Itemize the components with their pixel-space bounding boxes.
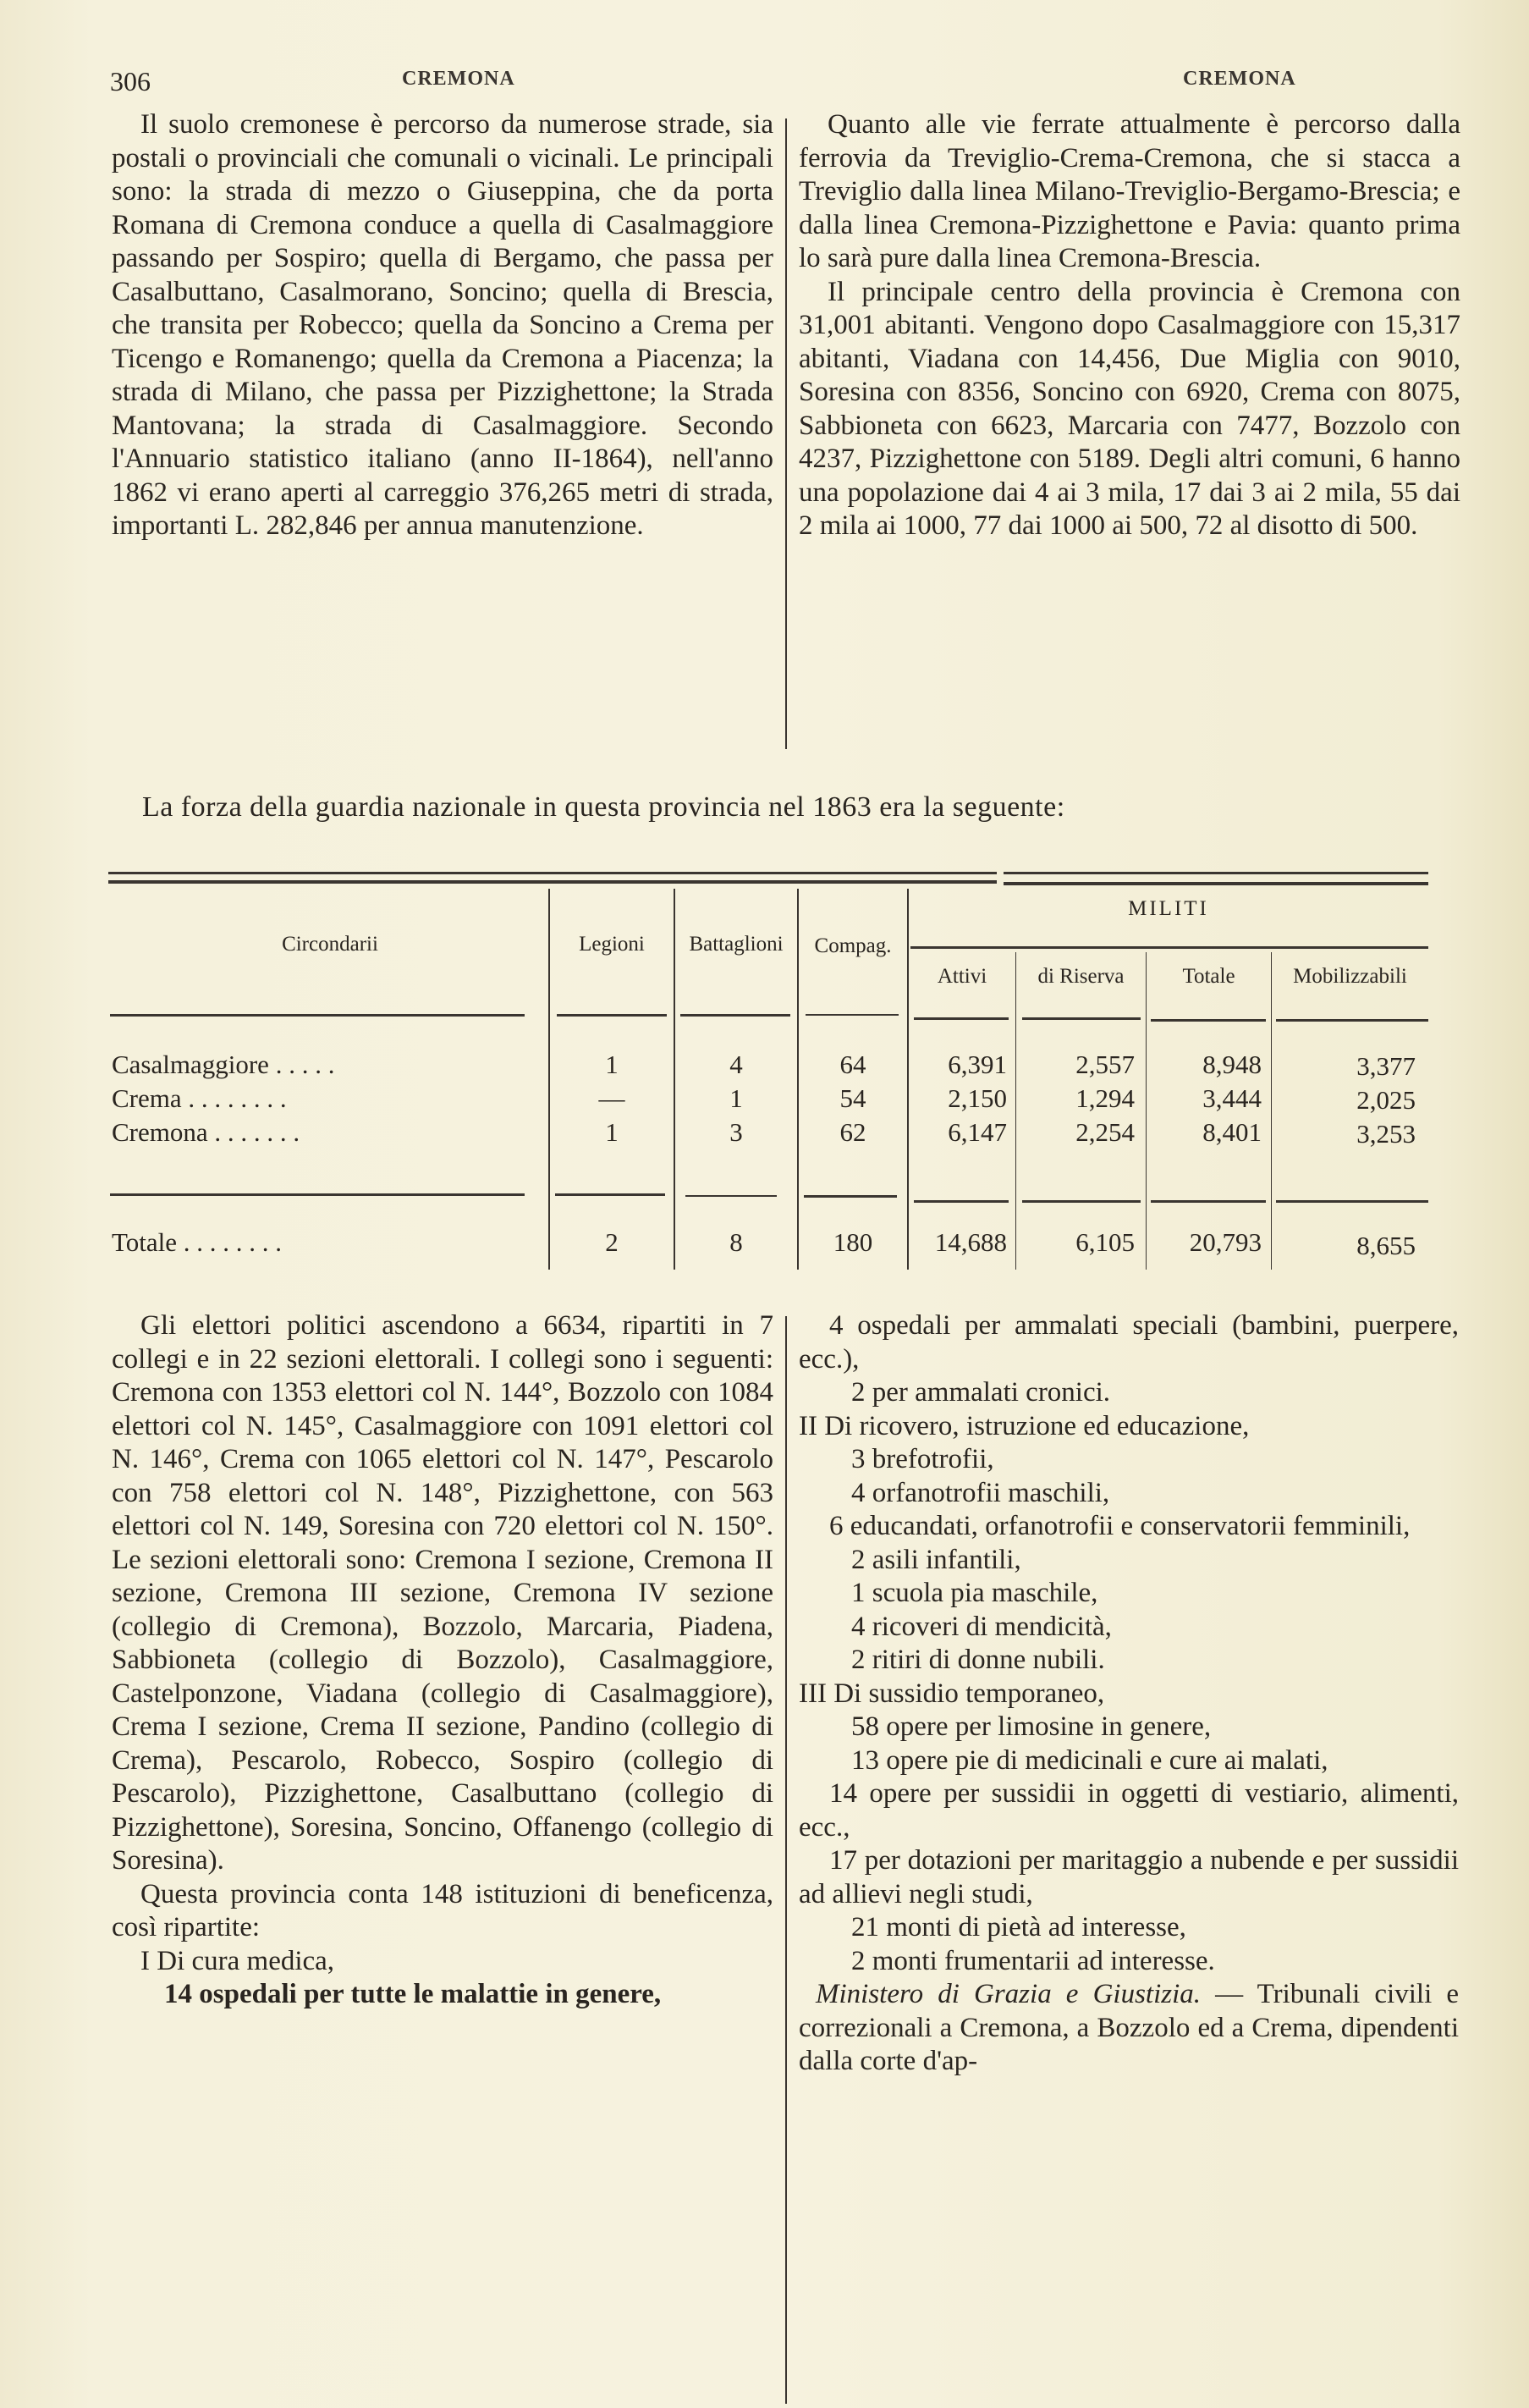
cell-legioni: 1	[605, 1117, 619, 1147]
total-totale: 20,793	[1189, 1227, 1262, 1257]
header-totale: Totale	[1182, 965, 1235, 988]
cell-mobilizzabili: 2,025	[1356, 1085, 1416, 1115]
total-rule	[110, 1193, 525, 1196]
charity-item: 2 monti frumentarii ad interesse.	[851, 1945, 1215, 1976]
header-battaglioni: Battaglioni	[689, 933, 784, 956]
population-paragraph: Il principale centro della provincia è Cremona con 31,001 abitanti. Vengono dopo Casalmaggiore con 15,317 abitanti, Viadana con 14,456, Due Miglia con 9010, Soresina con 8356, Soncino con 6920, Crema con 8075, Sabbioneta con 6623, Marcaria con 7477, Bozzolo con 4237, Pizzighettone con 5189. Degli altri comuni, 6 hanno una popolazione dai 4 ai 3 mila, 17 dai 3 ai 2 mila, 55 dai 2 mila ai 1000, 77 dai 1000 ai 500, 72 al disotto di 500.	[799, 276, 1460, 541]
ministry-heading: Ministero di Grazia e Giustizia.	[816, 1979, 1202, 2009]
cell-battaglioni: 3	[729, 1117, 743, 1147]
total-rule	[1151, 1200, 1266, 1203]
column-bottom-left	[112, 1309, 773, 2012]
header-compag: Compag.	[814, 934, 892, 957]
cell-riserva: 2,557	[1075, 1050, 1135, 1079]
header-rule	[1022, 1017, 1141, 1020]
total-attivi: 14,688	[934, 1227, 1007, 1257]
militi-rule	[910, 946, 1428, 949]
cell-attivi: 2,150	[948, 1083, 1007, 1113]
table-intro: La forza della guardia nazionale in questa provincia nel 1863 era la seguente:	[142, 791, 1065, 823]
charity-item: 2 asili infantili,	[851, 1544, 1021, 1575]
total-battaglioni: 8	[729, 1227, 743, 1257]
charity-item: 14 opere per sussidii in oggetti di vestiario, alimenti, ecc.,	[799, 1778, 1459, 1843]
page-number: 306	[110, 66, 151, 96]
charity-section-2: II Di ricovero, istruzione ed educazione,	[799, 1410, 1250, 1441]
total-rule	[1022, 1200, 1141, 1203]
charity-item: 3 brefotrofii,	[851, 1444, 994, 1474]
roads-paragraph: Il suolo cremonese è percorso da numerose strade, sia postali o provinciali che comunali o vicinali. Le principali sono: la strada di mezzo o Giuseppina, che da porta Romana di Cremona conduce a quella di Casalmaggiore passando per Sospiro; quella di Bergamo, che passa per Casalbuttano, Casalmorano, Soncino; quella di Brescia, che transita per Robecco; quella da Soncino a Crema per Ticengo e Romanengo; quella da Cremona a Piacenza; la strada di Milano, che passa per Pizzighettone; la Strada Mantovana; la strada di Casalmaggiore. Secondo l'Annuario statistico italiano (anno II-1864), nell'anno 1862 vi erano aperti al carreggio 376,265 metri di strada, importanti L. 282,846 per annua manutenzione.	[112, 109, 773, 541]
table-top-rule	[1004, 882, 1428, 885]
cell-mobilizzabili: 3,377	[1356, 1051, 1416, 1081]
ministry-paragraph	[799, 1978, 1459, 2079]
header-attivi: Attivi	[937, 965, 987, 988]
charity-item: 4 ospedali per ammalati speciali (bambini, puerpere, ecc.),	[799, 1310, 1459, 1375]
header-rule	[680, 1014, 790, 1017]
charity-item: 2 ritiri di donne nubili.	[851, 1645, 1105, 1675]
running-head	[110, 66, 1464, 100]
charity-item: 21 monti di pietà ad interesse,	[851, 1912, 1186, 1942]
cell-legioni: —	[598, 1083, 625, 1113]
charity-item: 1 scuola pia maschile,	[851, 1578, 1098, 1608]
header-rule	[110, 1014, 525, 1017]
cell-totale: 8,948	[1202, 1050, 1262, 1079]
column-top-right	[799, 108, 1460, 543]
cell-attivi: 6,147	[948, 1117, 1007, 1147]
cell-totale: 8,401	[1202, 1117, 1262, 1147]
charity-item: 4 ricoveri di mendicità,	[851, 1611, 1112, 1642]
running-title-right: CREMONA	[1183, 68, 1296, 90]
total-rule	[685, 1195, 777, 1197]
row-label: Casalmaggiore . . . . .	[112, 1050, 335, 1079]
cell-totale: 3,444	[1202, 1083, 1262, 1113]
total-rule	[914, 1200, 1009, 1203]
running-title-left: CREMONA	[402, 68, 515, 90]
table-top-rule	[108, 872, 997, 874]
cell-mobilizzabili: 3,253	[1356, 1119, 1416, 1149]
header-mobilizzabili: Mobilizzabili	[1293, 965, 1407, 988]
cell-battaglioni: 4	[729, 1050, 743, 1079]
national-guard-table	[93, 872, 1455, 1274]
header-legioni: Legioni	[579, 933, 645, 956]
column-bottom-right	[799, 1309, 1459, 2079]
cell-compag: 54	[839, 1083, 866, 1113]
row-label: Crema . . . . . . . .	[112, 1083, 287, 1113]
total-riserva: 6,105	[1075, 1227, 1135, 1257]
cell-riserva: 1,294	[1075, 1083, 1135, 1113]
cell-attivi: 6,391	[948, 1050, 1007, 1079]
charity-item: 2 per ammalati cronici.	[851, 1377, 1111, 1408]
total-legioni: 2	[605, 1227, 619, 1257]
table-top-rule	[1004, 872, 1428, 874]
total-rule	[804, 1195, 897, 1198]
column-top-left	[112, 108, 773, 543]
charity-item: 17 per dotazioni per maritaggio a nubende e per sussidii ad allievi negli studi,	[799, 1845, 1459, 1909]
header-rule	[1276, 1019, 1428, 1022]
cell-compag: 64	[839, 1050, 866, 1079]
total-compag: 180	[833, 1227, 873, 1257]
cell-battaglioni: 1	[729, 1083, 743, 1113]
total-label: Totale . . . . . . . .	[112, 1227, 283, 1257]
charities-intro: Questa provincia conta 148 istituzioni di beneficenza, così ripartite:	[112, 1878, 773, 1942]
railways-paragraph: Quanto alle vie ferrate attualmente è percorso dalla ferrovia da Treviglio-Crema-Cremona, che si stacca a Treviglio dalla linea Milano-Treviglio-Bergamo-Brescia; e dalla linea Cremona-Pizzighettone e Pavia: quanto prima lo sarà pure dalla linea Cremona-Brescia.	[799, 109, 1460, 273]
column-divider-top	[785, 118, 787, 749]
total-rule	[1276, 1200, 1428, 1203]
charity-item: 58 opere per limosine in genere,	[851, 1711, 1212, 1742]
table-top-rule	[108, 880, 997, 884]
charity-section-3: III Di sussidio temporaneo,	[799, 1678, 1105, 1709]
ministry-text: — Tribunali civili e correzionali a Cremona, a Bozzolo ed a Crema, dipendenti dalla corte d'ap-	[799, 1979, 1459, 2076]
total-rule	[555, 1193, 665, 1196]
charity-item: 4 orfanotrofii maschili,	[851, 1477, 1110, 1508]
column-divider-bottom	[785, 1316, 787, 2404]
header-rule	[557, 1014, 667, 1017]
header-circondarii: Circondarii	[282, 933, 378, 956]
header-riserva: di Riserva	[1037, 965, 1125, 988]
header-militi: MILITI	[1128, 897, 1209, 920]
cell-legioni: 1	[605, 1050, 619, 1079]
header-rule	[1151, 1019, 1266, 1022]
total-mobilizzabili: 8,655	[1356, 1231, 1416, 1260]
header-rule	[914, 1017, 1009, 1020]
charity-section-1: I Di cura medica,	[140, 1945, 335, 1976]
electors-paragraph: Gli elettori politici ascendono a 6634, ripartiti in 7 collegi e in 22 sezioni elettorali. I collegi sono i seguenti: Cremona con 1353 elettori col N. 144°, Bozzolo con 1084 elettori col N. 145°, Casalmaggiore con 1091 elettori col N. 146°, Crema con 1065 elettori col N. 147°, Pescarolo con 758 elettori col N. 148°, Pizzighettone, con 563 elettori col N. 149, Soresina con 720 elettori col N. 150°. Le sezioni elettorali sono: Cremona I sezione, Cremona II sezione, Cremona III sezione, Cremona IV sezione (collegio di Cremona), Bozzolo, Marcaria, Piadena, Sabbioneta (collegio di Bozzolo), Casalmaggiore, Castelponzone, Viadana (collegio di Casalmaggiore), Crema I sezione, Crema II sezione, Pandino (collegio di Crema), Pescarolo, Robecco, Sospiro (collegio di Pescarolo), Pizzighettone, Casalbuttano (collegio di Pizzighettone), Soresina, Soncino, Offanengo (collegio di Soresina).	[112, 1310, 773, 1876]
row-label: Cremona . . . . . . .	[112, 1117, 300, 1147]
cell-riserva: 2,254	[1075, 1117, 1135, 1147]
charity-item: 14 ospedali per tutte le malattie in genere,	[164, 1979, 662, 2009]
charity-item: 13 opere pie di medicinali e cure ai malati,	[851, 1744, 1328, 1776]
charity-item: 6 educandati, orfanotrofii e conservatorii femminili,	[829, 1511, 1411, 1541]
header-rule	[806, 1014, 899, 1016]
cell-compag: 62	[839, 1117, 866, 1147]
